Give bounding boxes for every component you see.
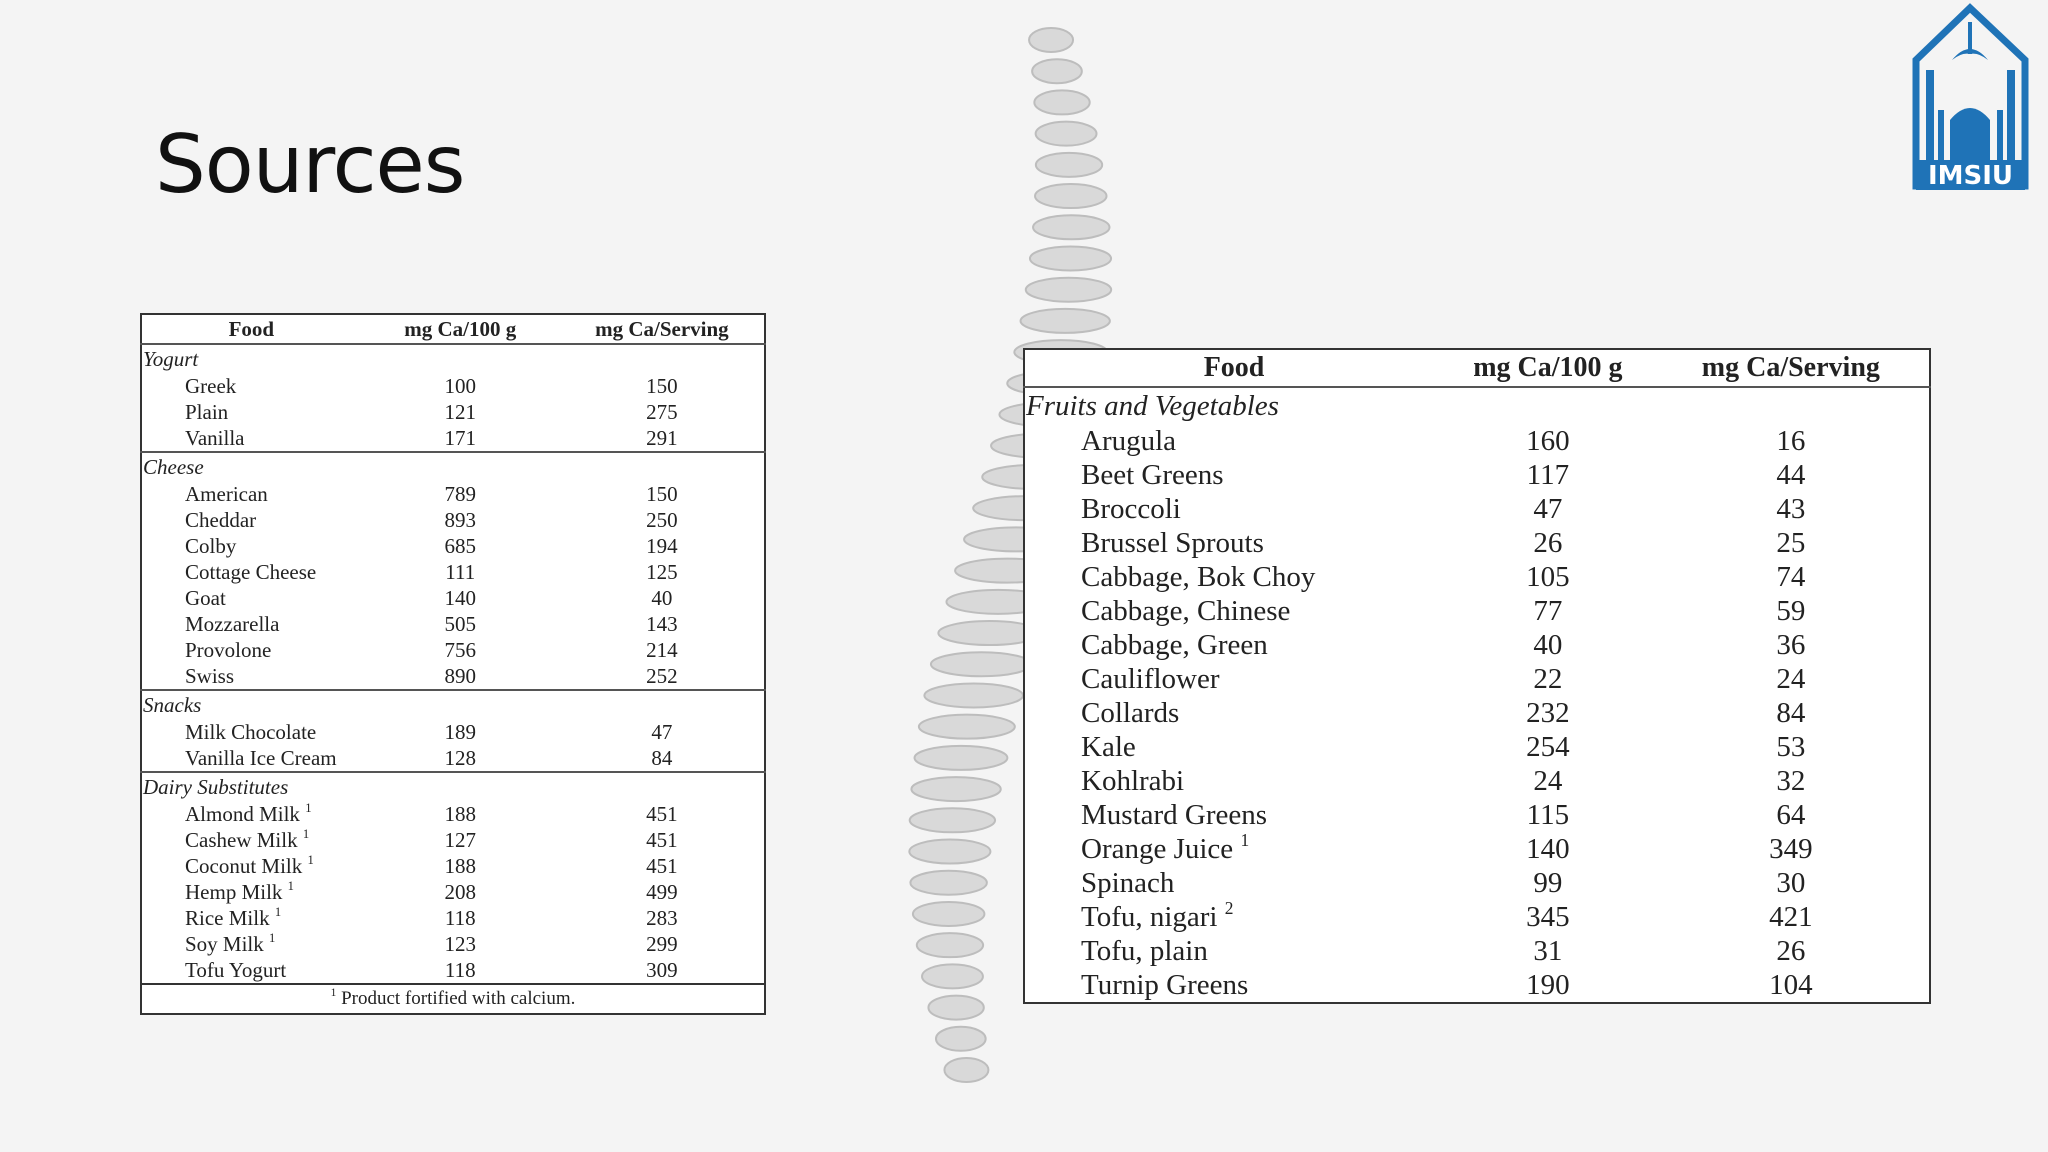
per-100g-cell: 118 — [444, 957, 476, 982]
per-100g-cell: 893 — [444, 507, 476, 532]
per-100g-cell: 171 — [444, 425, 476, 450]
vertebra-shape — [1034, 90, 1089, 114]
per-100g-cell: 505 — [444, 611, 476, 636]
food-name: Rice Milk — [185, 905, 270, 930]
header-food: Food — [141, 314, 361, 344]
table-row — [141, 905, 765, 931]
table-row — [141, 853, 765, 879]
vertebra-shape — [915, 746, 1008, 770]
table-row — [141, 373, 765, 399]
footnote-marker: 1 — [330, 987, 337, 1000]
food-cell — [141, 745, 361, 772]
table-row — [1024, 492, 1930, 526]
food-name: Orange Juice — [1081, 832, 1234, 865]
vertebra-shape — [1036, 122, 1097, 146]
food-cell — [1024, 968, 1443, 1003]
table-row — [141, 637, 765, 663]
vertebra-shape — [922, 964, 983, 988]
footnote-marker: 1 — [1240, 829, 1250, 850]
per-100g-cell: 47 — [1533, 492, 1563, 525]
per-100g-cell: 40 — [1533, 628, 1563, 661]
per-100g-cell: 105 — [1526, 560, 1570, 593]
per-serving-cell: 451 — [646, 801, 678, 826]
table-row — [1024, 934, 1930, 968]
table-row — [141, 931, 765, 957]
table-row — [1024, 526, 1930, 560]
food-name: Vanilla Ice Cream — [185, 745, 337, 770]
footnote-row — [141, 984, 765, 1014]
per-serving-cell: 291 — [646, 425, 678, 450]
per-serving-cell: 451 — [646, 827, 678, 852]
food-name: Cottage Cheese — [185, 559, 317, 584]
group-label: Snacks — [141, 690, 765, 719]
food-name: Cabbage, Green — [1081, 628, 1268, 661]
food-cell — [141, 905, 361, 931]
food-name: Brussel Sprouts — [1081, 526, 1264, 559]
per-100g-cell: 100 — [444, 373, 476, 398]
per-100g-cell: 115 — [1526, 798, 1570, 831]
per-serving-cell: 43 — [1776, 492, 1806, 525]
group-row — [1024, 387, 1930, 424]
vertebra-shape — [1033, 215, 1109, 239]
food-cell — [141, 399, 361, 425]
food-cell — [1024, 764, 1443, 798]
food-name: Beet Greens — [1081, 458, 1224, 491]
food-cell — [1024, 866, 1443, 900]
per-100g-cell: 127 — [444, 827, 476, 852]
group-label: Cheese — [141, 452, 765, 481]
per-100g-cell: 188 — [444, 853, 476, 878]
per-serving-cell: 84 — [651, 745, 673, 770]
per-100g-cell: 111 — [445, 559, 476, 584]
table-row — [1024, 900, 1930, 934]
group-row — [141, 690, 765, 719]
per-100g-cell: 26 — [1533, 526, 1563, 559]
per-serving-cell: 143 — [646, 611, 678, 636]
vertebra-shape — [1026, 278, 1111, 302]
vertebra-shape — [919, 715, 1015, 739]
per-serving-cell: 44 — [1776, 458, 1806, 491]
table-row — [141, 585, 765, 611]
footnote-marker: 1 — [287, 878, 294, 893]
per-serving-cell: 499 — [646, 879, 678, 904]
food-name: Mustard Greens — [1081, 798, 1268, 831]
table-row — [141, 719, 765, 745]
per-100g-cell: 190 — [1526, 968, 1570, 1001]
per-serving-cell: 104 — [1769, 968, 1813, 1001]
food-name: Goat — [185, 585, 226, 610]
per-serving-cell: 30 — [1776, 866, 1806, 899]
per-serving-cell: 194 — [646, 533, 678, 558]
food-cell — [1024, 662, 1443, 696]
slide-title: Sources — [155, 118, 465, 211]
table-row — [1024, 764, 1930, 798]
table-row — [141, 533, 765, 559]
vertebra-shape — [1035, 184, 1106, 208]
food-name: Kale — [1081, 730, 1136, 763]
food-cell — [1024, 424, 1443, 458]
food-cell — [141, 931, 361, 957]
per-100g-cell: 77 — [1533, 594, 1563, 627]
food-name: Cabbage, Chinese — [1081, 594, 1291, 627]
food-name: Spinach — [1081, 866, 1175, 899]
per-100g-cell: 188 — [444, 801, 476, 826]
per-serving-cell: 25 — [1776, 526, 1806, 559]
food-name: Vanilla — [185, 425, 245, 450]
food-cell — [141, 801, 361, 827]
footnote-marker: 2 — [1224, 897, 1234, 918]
food-name: Coconut Milk — [185, 853, 303, 878]
food-cell — [1024, 458, 1443, 492]
header-per-100g: mg Ca/100 g — [361, 314, 560, 344]
vertebra-shape — [909, 840, 990, 864]
food-cell — [141, 559, 361, 585]
table-row — [1024, 424, 1930, 458]
food-name: Cabbage, Bok Choy — [1081, 560, 1316, 593]
vertebra-shape — [1030, 246, 1111, 270]
per-serving-cell: 74 — [1776, 560, 1806, 593]
food-name: Cauliflower — [1081, 662, 1220, 695]
per-100g-cell: 345 — [1526, 900, 1570, 933]
vertebra-shape — [924, 683, 1023, 707]
header-per-serving: mg Ca/Serving — [1653, 349, 1930, 387]
vertebra-shape — [917, 933, 983, 957]
food-cell — [141, 637, 361, 663]
food-cell — [141, 957, 361, 984]
vertebra-shape — [936, 1027, 986, 1051]
food-cell — [1024, 696, 1443, 730]
per-serving-cell: 283 — [646, 905, 678, 930]
per-serving-cell: 250 — [646, 507, 678, 532]
table-row — [1024, 560, 1930, 594]
per-serving-cell: 309 — [646, 957, 678, 982]
food-cell — [1024, 594, 1443, 628]
table-row — [141, 957, 765, 984]
vertebra-shape — [913, 902, 984, 926]
food-name: Arugula — [1081, 424, 1177, 457]
per-100g-cell: 789 — [444, 481, 476, 506]
table-row — [1024, 730, 1930, 764]
table-row — [1024, 628, 1930, 662]
table-row — [1024, 696, 1930, 730]
food-cell — [141, 611, 361, 637]
vertebra-shape — [944, 1058, 988, 1082]
per-100g-cell: 208 — [444, 879, 476, 904]
food-cell — [141, 853, 361, 879]
per-serving-cell: 26 — [1776, 934, 1806, 967]
food-cell — [141, 533, 361, 559]
dairy-calcium-table — [140, 313, 766, 1015]
per-serving-cell: 40 — [651, 585, 673, 610]
vegetable-calcium-table — [1023, 348, 1931, 1004]
university-logo — [1908, 0, 2033, 192]
food-name: Milk Chocolate — [185, 719, 317, 744]
food-cell — [141, 585, 361, 611]
table-row — [1024, 662, 1930, 696]
group-label: Fruits and Vegetables — [1026, 389, 1279, 422]
per-100g-cell: 890 — [444, 663, 476, 688]
food-cell — [141, 827, 361, 853]
table-row — [141, 801, 765, 827]
per-100g-cell: 232 — [1526, 696, 1570, 729]
per-100g-cell: 128 — [444, 745, 476, 770]
per-serving-cell: 59 — [1776, 594, 1806, 627]
per-100g-cell: 140 — [1526, 832, 1570, 865]
per-100g-cell: 189 — [444, 719, 476, 744]
table-row — [141, 507, 765, 533]
food-name: Soy Milk — [185, 931, 264, 956]
per-serving-cell: 64 — [1776, 798, 1806, 831]
per-100g-cell: 685 — [444, 533, 476, 558]
table-row — [1024, 968, 1930, 1003]
per-serving-cell: 252 — [646, 663, 678, 688]
vertebra-shape — [931, 652, 1032, 676]
per-100g-cell: 254 — [1526, 730, 1570, 763]
vertebra-shape — [910, 871, 986, 895]
food-name: Swiss — [185, 663, 235, 688]
group-row — [141, 452, 765, 481]
food-cell — [1024, 897, 1443, 934]
group-row — [141, 344, 765, 373]
footnote — [141, 984, 765, 1014]
food-name: Cheddar — [185, 507, 257, 532]
logo-text: IMSIU — [1927, 161, 2014, 191]
table-row — [1024, 832, 1930, 866]
footnote-marker: 1 — [307, 852, 314, 867]
per-serving-cell: 24 — [1776, 662, 1806, 695]
food-name: Provolone — [185, 637, 272, 662]
food-name: Broccoli — [1081, 492, 1181, 525]
table-row — [1024, 866, 1930, 900]
table-row — [141, 611, 765, 637]
vertebra-shape — [1036, 153, 1102, 177]
food-cell — [141, 507, 361, 533]
vertebra-shape — [910, 808, 995, 832]
table-header-row — [1024, 349, 1930, 387]
food-name: Kohlrabi — [1081, 764, 1185, 797]
table-row — [141, 827, 765, 853]
per-100g-cell: 24 — [1533, 764, 1563, 797]
food-cell — [1024, 526, 1443, 560]
per-serving-cell: 84 — [1776, 696, 1806, 729]
table-row — [141, 425, 765, 452]
group-label: Yogurt — [143, 346, 199, 371]
food-name: Colby — [185, 533, 237, 558]
header-per-serving: mg Ca/Serving — [560, 314, 765, 344]
table-row — [141, 559, 765, 585]
per-serving-cell: 53 — [1776, 730, 1806, 763]
per-serving-cell: 150 — [646, 373, 678, 398]
food-cell — [1024, 492, 1443, 526]
per-serving-cell: 32 — [1776, 764, 1806, 797]
per-serving-cell: 275 — [646, 399, 678, 424]
food-name: Tofu Yogurt — [185, 957, 287, 982]
table-row — [1024, 798, 1930, 832]
food-cell — [141, 663, 361, 690]
table-row — [141, 745, 765, 772]
food-name: Almond Milk — [185, 801, 300, 826]
food-name: Plain — [185, 399, 229, 424]
footnote-marker: 1 — [305, 800, 312, 815]
vertebra-shape — [1032, 59, 1082, 83]
food-cell — [1024, 798, 1443, 832]
table-row — [1024, 594, 1930, 628]
vertebra-shape — [911, 777, 1000, 801]
footnote-marker: 1 — [274, 904, 282, 919]
per-100g-cell: 31 — [1533, 934, 1563, 967]
table-row — [141, 663, 765, 690]
per-serving-cell: 16 — [1776, 424, 1806, 457]
vertebra-shape — [1021, 309, 1110, 333]
food-name: Greek — [185, 373, 237, 398]
footnote-marker: 1 — [269, 930, 276, 945]
per-100g-cell: 140 — [444, 585, 476, 610]
vertebra-shape — [1029, 28, 1073, 52]
header-per-100g: mg Ca/100 g — [1443, 349, 1653, 387]
per-serving-cell: 125 — [646, 559, 678, 584]
food-cell — [141, 373, 361, 399]
food-cell — [1024, 730, 1443, 764]
per-serving-cell: 36 — [1776, 628, 1806, 661]
food-cell — [1024, 628, 1443, 662]
per-100g-cell: 756 — [444, 637, 476, 662]
per-serving-cell: 299 — [646, 931, 678, 956]
food-name: American — [185, 481, 268, 506]
food-cell — [141, 719, 361, 745]
per-100g-cell: 99 — [1533, 866, 1563, 899]
per-100g-cell: 117 — [1526, 458, 1570, 491]
footnote-marker: 1 — [302, 826, 310, 841]
table-row — [141, 399, 765, 425]
table-row — [1024, 458, 1930, 492]
food-name: Cashew Milk — [185, 827, 298, 852]
food-name: Turnip Greens — [1081, 968, 1249, 1001]
food-name: Tofu, nigari — [1081, 900, 1218, 933]
per-100g-cell: 118 — [444, 905, 476, 930]
food-cell — [1024, 560, 1443, 594]
table-header-row — [141, 314, 765, 344]
vertebra-shape — [928, 996, 983, 1020]
per-serving-cell: 150 — [646, 481, 678, 506]
table-row — [141, 879, 765, 905]
food-cell — [141, 481, 361, 507]
table-row — [141, 481, 765, 507]
food-cell — [141, 879, 361, 905]
food-name: Hemp Milk — [185, 879, 283, 904]
per-100g-cell: 121 — [444, 399, 476, 424]
group-row — [141, 772, 765, 801]
per-100g-cell: 123 — [444, 931, 476, 956]
per-serving-cell: 451 — [646, 853, 678, 878]
food-cell — [141, 425, 361, 452]
food-name: Collards — [1081, 696, 1180, 729]
group-label: Dairy Substitutes — [141, 772, 765, 801]
per-100g-cell: 160 — [1526, 424, 1570, 457]
per-serving-cell: 349 — [1769, 832, 1813, 865]
food-cell — [1024, 934, 1443, 968]
footnote-text: Product fortified with calcium. — [341, 988, 576, 1009]
per-100g-cell: 22 — [1533, 662, 1563, 695]
food-cell — [1024, 829, 1443, 866]
header-food: Food — [1024, 349, 1443, 387]
per-serving-cell: 214 — [646, 637, 678, 662]
per-serving-cell: 421 — [1769, 900, 1813, 933]
food-name: Mozzarella — [185, 611, 280, 636]
per-serving-cell: 47 — [651, 719, 673, 744]
food-name: Tofu, plain — [1081, 934, 1208, 967]
